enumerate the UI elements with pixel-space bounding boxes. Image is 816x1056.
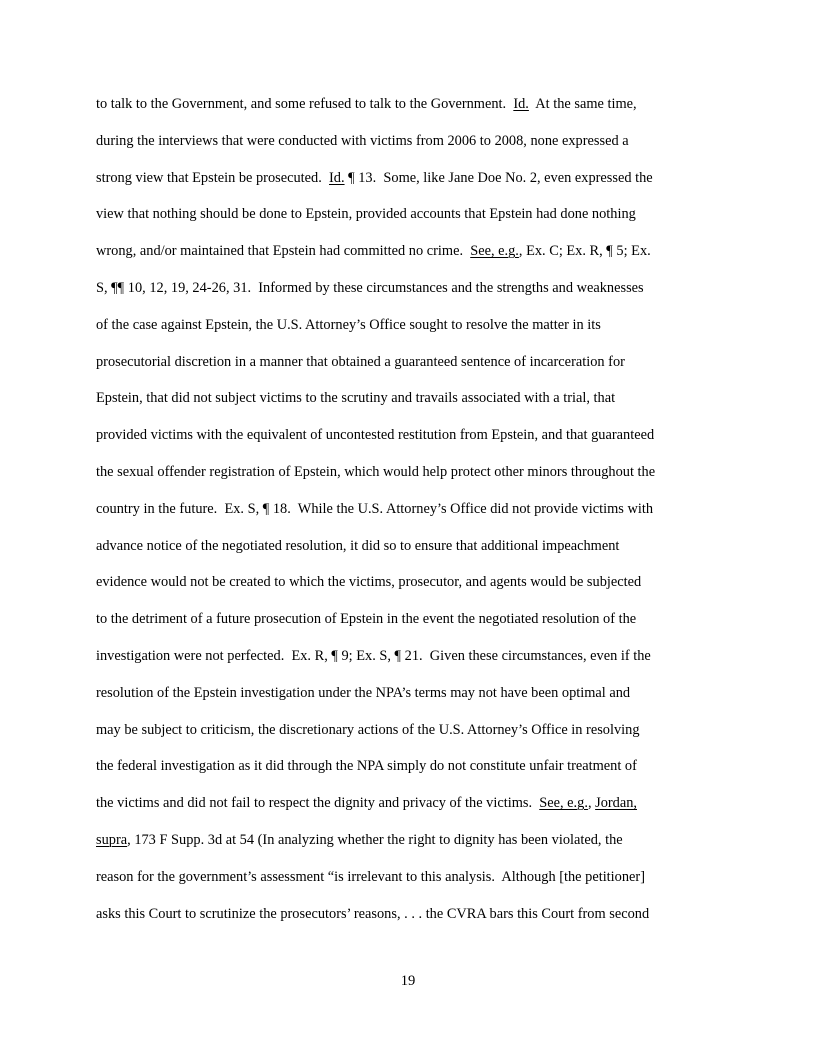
text-run: At the same time,: [528, 96, 637, 112]
text-line: [96, 831, 726, 849]
text-run: , 173 F Supp. 3d at 54 (In analyzing whether the right to dignity has been violated, the: [127, 832, 623, 848]
citation-underlined: Id.: [513, 96, 529, 112]
page-number: 19: [400, 973, 416, 989]
text-line: [96, 500, 726, 518]
text-run: S, ¶¶ 10, 12, 19, 24-26, 31. Informed by these circumstances and the strengths and weaknesses: [96, 280, 644, 296]
text-run: prosecutorial discretion in a manner that obtained a guaranteed sentence of incarceration for: [96, 353, 625, 370]
citation-underlined: Jordan,: [595, 795, 638, 812]
text-run: the federal investigation as it did through the NPA simply do not constitute unfair treatment of: [96, 758, 637, 775]
text-run: asks this Court to scrutinize the prosecutors’ reasons, . . . the CVRA bars this Court from second: [96, 905, 650, 922]
text-run: the sexual offender registration of Epstein, which would help protect other minors throughout the: [96, 464, 656, 480]
text-line: [96, 721, 726, 739]
text-run: wrong, and/or maintained that Epstein had committed no crime.: [96, 243, 471, 260]
text-line: [96, 537, 726, 555]
text-line: [96, 169, 726, 187]
text-run: to talk to the Government, and some refused to talk to the Government.: [96, 96, 514, 112]
text-line: [96, 794, 726, 812]
citation-underlined: See, e.g.: [539, 795, 588, 812]
text-run: ¶ 13. Some, like Jane Doe No. 2, even expressed the: [344, 169, 653, 186]
text-line: [96, 426, 726, 444]
text-run: country in the future. Ex. S, ¶ 18. While the U.S. Attorney’s Office did not provide victims with: [96, 500, 654, 517]
text-run: evidence would not be created to which the victims, prosecutor, and agents would be subjected: [96, 574, 642, 591]
text-line: [96, 905, 726, 923]
text-line: [96, 205, 726, 223]
text-run: resolution of the Epstein investigation under the NPA’s terms may not have been optimal and: [96, 684, 631, 701]
text-line: [96, 647, 726, 665]
text-line: [96, 132, 726, 150]
citation-underlined: Id.: [328, 169, 345, 186]
text-line: [96, 463, 726, 481]
text-run: to the detriment of a future prosecution of Epstein in the event the negotiated resolution of the: [96, 611, 637, 628]
text-run: , Ex. C; Ex. R, ¶ 5; Ex.: [518, 243, 651, 260]
text-run: of the case against Epstein, the U.S. Attorney’s Office sought to resolve the matter in its: [96, 316, 601, 333]
text-line: [96, 279, 726, 297]
text-run: Epstein, that did not subject victims to the scrutiny and travails associated with a trial, that: [96, 390, 616, 407]
text-line: [96, 610, 726, 628]
text-run: may be subject to criticism, the discretionary actions of the U.S. Attorney’s Office in resolving: [96, 721, 640, 738]
text-line: [96, 95, 726, 113]
text-run: view that nothing should be done to Epstein, provided accounts that Epstein had done nothing: [96, 206, 636, 223]
text-run: advance notice of the negotiated resolution, it did so to ensure that additional impeachment: [96, 537, 620, 554]
text-line: [96, 242, 726, 260]
text-run: reason for the government’s assessment “is irrelevant to this analysis. Although [the petitioner]: [96, 868, 645, 885]
text-run: investigation were not perfected. Ex. R, ¶ 9; Ex. S, ¶ 21. Given these circumstances, even if the: [96, 648, 651, 664]
text-line: [96, 316, 726, 334]
text-run: strong view that Epstein be prosecuted.: [96, 169, 329, 186]
text-line: [96, 868, 726, 886]
text-run: during the interviews that were conducted with victims from 2006 to 2008, none expressed a: [96, 132, 629, 149]
text-run: provided victims with the equivalent of uncontested restitution from Epstein, and that guaranteed: [96, 427, 655, 444]
text-line: [96, 684, 726, 702]
citation-underlined: supra: [96, 832, 128, 848]
text-line: [96, 353, 726, 371]
text-run: the victims and did not fail to respect the dignity and privacy of the victims.: [96, 795, 540, 812]
text-run: ,: [587, 795, 596, 812]
citation-underlined: See, e.g.: [470, 243, 519, 260]
text-line: [96, 389, 726, 407]
text-line: [96, 573, 726, 591]
text-line: [96, 757, 726, 775]
